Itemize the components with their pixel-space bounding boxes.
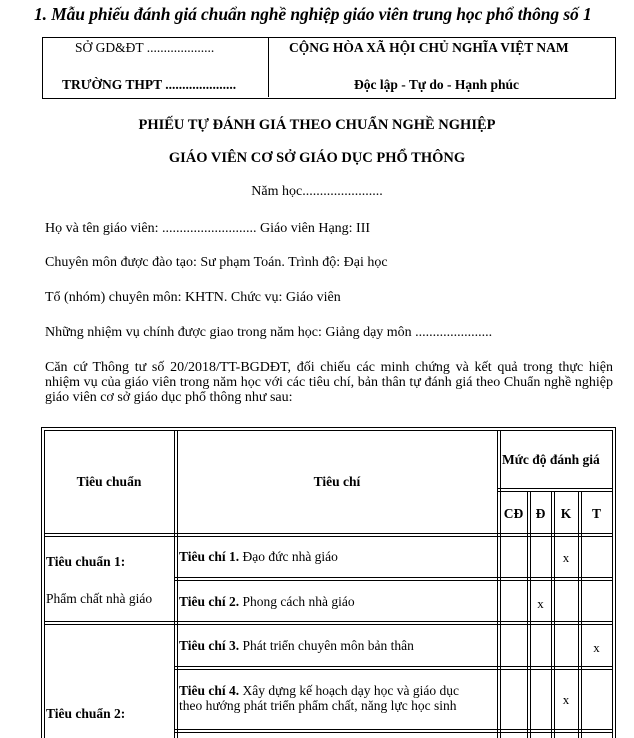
teacher-name-field: Họ và tên giáo viên: ........................... Giáo viên Hạng: III	[45, 221, 371, 236]
col-sep-3b	[530, 491, 531, 738]
header-level: Mức độ đánh giá	[502, 452, 600, 467]
col-sep-1a	[174, 430, 175, 738]
criterion-3	[179, 638, 414, 654]
criterion-2	[179, 594, 355, 610]
criterion-4-label: Tiêu chí 4.	[179, 683, 240, 698]
row-rule-level-a	[497, 488, 613, 489]
row-rule-c2b	[44, 624, 613, 625]
header-divider	[268, 37, 269, 97]
row-rule-c2a	[44, 621, 613, 622]
row-rule-c1b	[174, 580, 613, 581]
level-d: Đ	[535, 506, 546, 521]
specialty-field: Chuyên môn được đào tạo: Sư phạm Toán. Trình độ: Đại học	[45, 255, 388, 270]
duties-field: Những nhiệm vụ chính được giao trong năm học: Giảng dạy môn ......................	[45, 325, 493, 340]
school-year: Năm học.......................	[251, 184, 383, 199]
standard-1-desc: Phẩm chất nhà giáo	[46, 591, 153, 606]
col-sep-4a	[551, 491, 552, 738]
criterion-4-text-line2: theo hướng phát triển phẩm chất, năng lực học sinh	[179, 698, 457, 713]
standard-2-name: Tiêu chuẩn 2:	[46, 706, 126, 721]
form-title-line1: PHIẾU TỰ ĐÁNH GIÁ THEO CHUẨN NGHỀ NGHIỆP	[138, 117, 496, 133]
col-sep-2b	[500, 430, 501, 738]
criterion-2-text: Phong cách nhà giáo	[242, 594, 355, 609]
criterion-4-text-line1: Xây dựng kế hoạch dạy học và giáo dục	[242, 683, 460, 698]
table-border-top	[41, 427, 616, 428]
document-heading: 1. Mẫu phiếu đánh giá chuẩn nghề nghiệp giáo viên trung học phổ thông số 1	[34, 4, 592, 24]
row-rule-c1a	[174, 577, 613, 578]
level-cd: CĐ	[503, 506, 524, 521]
motto-line: Độc lập - Tự do - Hạnh phúc	[354, 77, 520, 92]
row-rule-c4b	[174, 732, 613, 733]
level-k: K	[560, 506, 572, 521]
criterion-4-mark: x	[562, 692, 570, 707]
intro-paragraph: Căn cứ Thông tư số 20/2018/TT-BGDĐT, đối chiếu các minh chứng và kết quả trong thực hiện nhiệm vụ của giáo viên trong năm học với các tiêu chí, bản thân tự đánh giá theo Chuẩn nghề nghiệp giáo viên cơ sở giáo dục phổ thông như sau:	[45, 360, 613, 405]
level-t: T	[591, 506, 601, 521]
row-rule-c4a	[174, 729, 613, 730]
table-border-left	[41, 427, 42, 738]
row-rule-c3b	[174, 669, 613, 670]
form-title-line2: GIÁO VIÊN CƠ SỞ GIÁO DỤC PHỔ THÔNG	[168, 150, 466, 166]
table-border-right-inner	[612, 430, 613, 738]
criterion-3-text: Phát triển chuyên môn bản thân	[242, 638, 414, 653]
col-sep-5b	[581, 491, 582, 738]
criterion-4	[179, 683, 497, 713]
criterion-2-mark: x	[537, 596, 544, 611]
header-criteria: Tiêu chí	[313, 474, 361, 489]
criterion-2-label: Tiêu chí 2.	[179, 594, 240, 609]
criterion-1-label: Tiêu chí 1.	[179, 549, 240, 564]
criterion-1	[179, 549, 338, 565]
republic-line: CỘNG HÒA XÃ HỘI CHỦ NGHĨA VIỆT NAM	[289, 40, 569, 55]
table-border-top-inner	[44, 430, 613, 431]
criterion-1-text: Đạo đức nhà giáo	[242, 549, 338, 564]
standard-1-name: Tiêu chuẩn 1:	[46, 554, 126, 569]
header-standard: Tiêu chuẩn	[76, 474, 142, 489]
criterion-3-mark: x	[593, 640, 600, 655]
row-rule-header-a	[44, 533, 613, 534]
row-rule-header-b	[44, 536, 613, 537]
col-sep-2a	[497, 430, 498, 738]
row-rule-c3a	[174, 666, 613, 667]
criterion-1-mark: x	[562, 550, 570, 565]
col-sep-3a	[527, 491, 528, 738]
department-field: Tổ (nhóm) chuyên môn: KHTN. Chức vụ: Giáo viên	[45, 290, 341, 305]
school-line: TRƯỜNG THPT .....................	[62, 77, 237, 92]
table-border-right	[615, 427, 616, 738]
col-sep-5a	[578, 491, 579, 738]
department-line: SỞ GD&ĐT ....................	[75, 40, 215, 55]
criterion-3-label: Tiêu chí 3.	[179, 638, 240, 653]
row-rule-level-b	[497, 491, 613, 492]
